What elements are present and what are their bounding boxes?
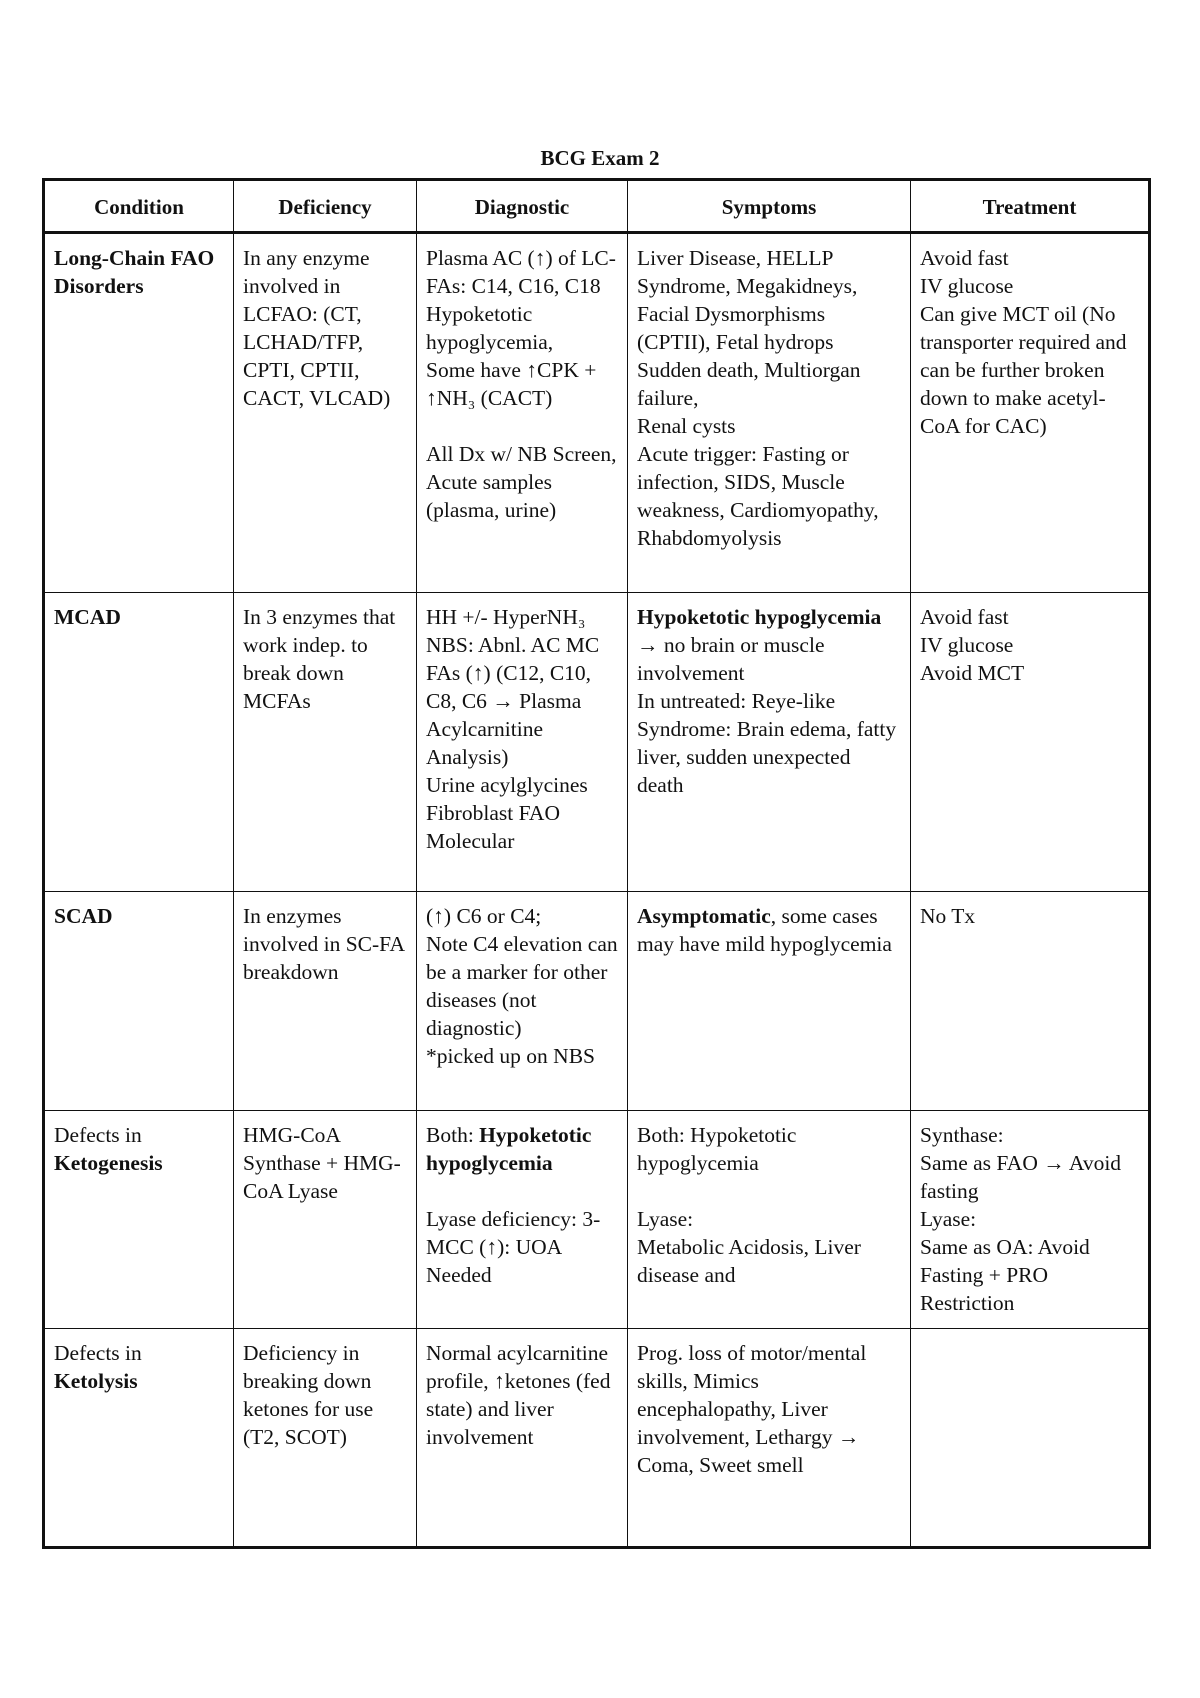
symptoms-text: , some cases may have mild hypoglycemia	[637, 904, 892, 956]
symptoms-line: Lyase:	[637, 1207, 694, 1231]
symptoms-cell	[628, 1329, 911, 1548]
condition-name: Ketolysis	[54, 1369, 138, 1393]
diagnostic-line: HH +/- HyperNH₃	[426, 605, 586, 629]
condition-name: Long-Chain FAO Disorders	[54, 246, 215, 298]
symptoms-line	[637, 902, 901, 958]
diagnostic-line: Lyase deficiency: 3-MCC (↑): UOA Needed	[426, 1207, 601, 1287]
document-title: BCG Exam 2	[540, 146, 660, 170]
diagnostic-cell	[417, 233, 628, 593]
symptoms-line: Sudden death, Multiorgan failure,	[637, 358, 861, 410]
condition-cell	[44, 593, 234, 892]
diagnostic-cell	[417, 892, 628, 1111]
symptoms-line: Both: Hypoketotic hypoglycemia	[637, 1123, 797, 1175]
treatment-cell	[911, 233, 1150, 593]
symptoms-emphasis: Hypoketotic hypoglycemia	[637, 605, 882, 629]
symptoms-line: Renal cysts	[637, 414, 736, 438]
header-diagnostic: Diagnostic	[417, 180, 628, 233]
treatment-line: Can give MCT oil (No transporter required and can be further broken down to make acetyl-CoA for CAC)	[920, 302, 1127, 438]
treatment-cell	[911, 1329, 1150, 1548]
diagnostic-line: Plasma AC (↑) of LC-FAs: C14, C16, C18	[426, 246, 616, 298]
symptoms-cell	[628, 233, 911, 593]
diagnostic-line: Molecular	[426, 829, 515, 853]
diagnostic-line: Note C4 elevation can be a marker for other diseases (not diagnostic)	[426, 932, 618, 1040]
symptoms-cell	[628, 593, 911, 892]
condition-name: SCAD	[54, 904, 113, 928]
symptoms-line: Liver Disease, HELLP Syndrome, Megakidneys, Facial Dysmorphisms (CPTII), Fetal hydrops	[637, 246, 858, 354]
condition-name: MCAD	[54, 605, 121, 629]
treatment-line: No Tx	[920, 904, 976, 928]
table-row	[44, 1111, 1150, 1329]
treatment-line: IV glucose	[920, 633, 1014, 657]
symptoms-cell	[628, 892, 911, 1111]
treatment-line: Avoid fast	[920, 605, 1009, 629]
deficiency-text: In 3 enzymes that work indep. to break down MCFAs	[243, 605, 396, 713]
diagnostic-cell	[417, 1111, 628, 1329]
header-symptoms: Symptoms	[628, 180, 911, 233]
treatment-line: IV glucose	[920, 274, 1014, 298]
diagnostic-line: (↑) C6 or C4;	[426, 904, 542, 928]
condition-cell	[44, 1111, 234, 1329]
symptoms-cell	[628, 1111, 911, 1329]
diagnostic-line: NBS: Abnl. AC MC FAs (↑) (C12, C10, C8, C6 → Plasma Acylcarnitine Analysis)	[426, 633, 600, 769]
treatment-line: Avoid fast	[920, 246, 1009, 270]
deficiency-text: In enzymes involved in SC-FA breakdown	[243, 904, 404, 984]
diagnostic-emphasis: Hypoketotic hypoglycemia	[426, 1123, 592, 1175]
condition-cell	[44, 1329, 234, 1548]
deficiency-text: Deficiency in breaking down ketones for use (T2, SCOT)	[243, 1341, 374, 1449]
treatment-line: Avoid MCT	[920, 661, 1025, 685]
deficiency-cell	[234, 593, 417, 892]
diagnostic-line: Some have ↑CPK + ↑NH₃ (CACT)	[426, 358, 597, 410]
symptoms-text: → no brain or muscle involvement	[637, 633, 825, 685]
diagnostic-line: Normal acylcarnitine profile, ↑ketones (fed state) and liver involvement	[426, 1341, 611, 1449]
treatment-line: Synthase:	[920, 1123, 1004, 1147]
treatment-cell	[911, 1111, 1150, 1329]
diagnostic-line: *picked up on NBS	[426, 1044, 596, 1068]
diagnostic-line	[426, 1121, 618, 1177]
deficiency-cell	[234, 1111, 417, 1329]
diagnostic-lead: Both:	[426, 1123, 480, 1147]
deficiency-cell	[234, 1329, 417, 1548]
treatment-line: Same as FAO → Avoid fasting	[920, 1151, 1122, 1203]
deficiency-text: In any enzyme involved in LCFAO: (CT, LCHAD/TFP, CPTI, CPTII, CACT, VLCAD)	[243, 246, 391, 410]
condition-prefix: Defects in	[54, 1123, 142, 1147]
treatment-cell	[911, 892, 1150, 1111]
table-row	[44, 593, 1150, 892]
symptoms-line: Metabolic Acidosis, Liver disease and	[637, 1235, 861, 1287]
treatment-line: Same as OA: Avoid Fasting + PRO Restriction	[920, 1235, 1090, 1315]
table-row	[44, 1329, 1150, 1548]
symptoms-line: Prog. loss of motor/mental skills, Mimics encephalopathy, Liver involvement, Lethargy → Coma, Sweet smell	[637, 1341, 867, 1477]
deficiency-cell	[234, 892, 417, 1111]
table-row	[44, 233, 1150, 593]
diagnostic-line: Urine acylglycines	[426, 773, 588, 797]
condition-cell	[44, 233, 234, 593]
disorders-table	[42, 178, 1151, 1549]
diagnostic-line: All Dx w/ NB Screen, Acute samples (plasma, urine)	[426, 442, 617, 522]
symptoms-line: Acute trigger: Fasting or infection, SIDS, Muscle weakness, Cardiomyopathy, Rhabdomyolysis	[637, 442, 879, 550]
symptoms-line	[637, 603, 901, 687]
table-row	[44, 892, 1150, 1111]
condition-name: Ketogenesis	[54, 1151, 163, 1175]
header-deficiency: Deficiency	[234, 180, 417, 233]
diagnostic-cell	[417, 1329, 628, 1548]
treatment-line: Lyase:	[920, 1207, 977, 1231]
treatment-cell	[911, 593, 1150, 892]
condition-prefix: Defects in	[54, 1341, 142, 1365]
header-treatment: Treatment	[911, 180, 1150, 233]
table-header-row	[44, 180, 1150, 233]
diagnostic-cell	[417, 593, 628, 892]
condition-cell	[44, 892, 234, 1111]
header-condition: Condition	[44, 180, 234, 233]
diagnostic-line: Fibroblast FAO	[426, 801, 560, 825]
symptoms-line: In untreated: Reye-like Syndrome: Brain edema, fatty liver, sudden unexpected death	[637, 689, 897, 797]
diagnostic-line: Hypoketotic hypoglycemia,	[426, 302, 554, 354]
deficiency-cell	[234, 233, 417, 593]
deficiency-text: HMG-CoA Synthase + HMG-CoA Lyase	[243, 1123, 401, 1203]
symptoms-emphasis: Asymptomatic	[637, 904, 771, 928]
